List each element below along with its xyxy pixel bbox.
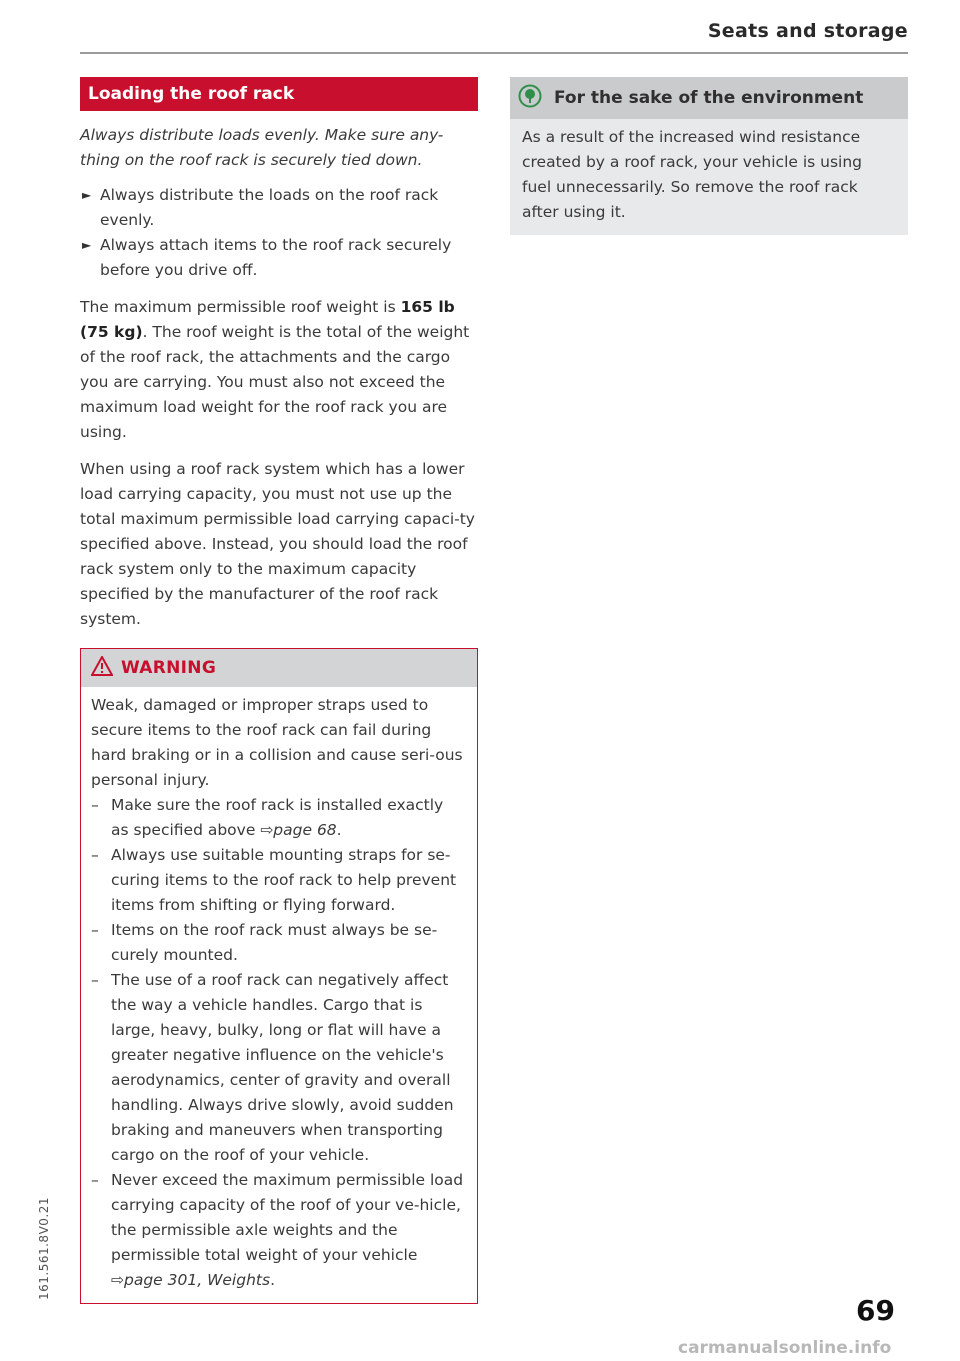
instruction-item: ► Always attach items to the roof rack securely before you drive off.	[80, 233, 478, 283]
document-code: 161.561.8V0.21	[37, 1197, 51, 1300]
warning-list	[91, 793, 465, 1293]
page-reference-link[interactable]: ⇨page 68	[260, 821, 337, 839]
page-reference-link[interactable]: ⇨page 301, Weights	[111, 1271, 271, 1289]
warning-item: – Make sure the roof rack is installed exactly as specified above ⇨page 68.	[91, 796, 444, 839]
arrow-bullet-icon: ►	[82, 238, 92, 252]
warning-box	[80, 648, 478, 1304]
running-header: Seats and storage	[707, 20, 908, 42]
environment-header	[510, 77, 908, 119]
section-title: Loading the roof rack	[80, 77, 478, 111]
watermark: carmanualsonline.info	[678, 1338, 892, 1358]
instruction-list	[80, 183, 478, 283]
max-weight-value: 165 lb (75 kg)	[80, 298, 455, 341]
left-column	[80, 77, 478, 1304]
environment-box	[510, 77, 908, 235]
warning-title: WARNING	[121, 658, 217, 678]
weight-paragraph: The maximum permissible roof weight is 165 lb (75 kg). The roof weight is the total of the weight of the roof rack, the attachments and the cargo you are carrying. You must also not exceed the maximum load weight for the roof rack you are using.	[80, 298, 470, 441]
page-number: 69	[856, 1294, 895, 1327]
intro-text: Always distribute loads evenly. Make sure any-thing on the roof rack is securely tied down.	[80, 126, 444, 169]
warning-header	[81, 649, 477, 687]
warning-triangle-icon	[91, 656, 113, 680]
warning-item: – Items on the roof rack must always be se-curely mounted.	[91, 921, 438, 964]
environment-tree-icon	[518, 84, 542, 112]
warning-item: – The use of a roof rack can negatively affect the way a vehicle handles. Cargo that is large, heavy, bulky, long or flat will have a greater negative influence on the vehicle's aerodynamics, center of gravity and overall handling. Always drive slowly, avoid sudden braking and maneuvers when transporting cargo on the roof of your vehicle.	[91, 971, 454, 1164]
warning-item: – Always use suitable mounting straps for se-curing items to the roof rack to help prevent items from shifting or flying forward.	[91, 846, 457, 914]
header-rule	[80, 52, 908, 54]
warning-item: – Never exceed the maximum permissible load carrying capacity of the roof of your ve-hicle, the permissible axle weights and the permissible total weight of your vehicle ⇨page 301, Weights.	[91, 1171, 464, 1289]
capacity-paragraph: When using a roof rack system which has a lower load carrying capacity, you must not use up the total maximum permissible load carrying capaci-ty specified above. Instead, you should load the roof rack system only to the maximum capacity specified by the manufacturer of the roof rack system.	[80, 460, 475, 628]
right-column	[510, 77, 908, 235]
instruction-item: ► Always distribute the loads on the roof rack evenly.	[80, 183, 478, 233]
environment-text: As a result of the increased wind resistance created by a roof rack, your vehicle is using fuel unnecessarily. So remove the roof rack after using it.	[510, 119, 908, 235]
environment-title: For the sake of the environment	[554, 88, 864, 108]
arrow-bullet-icon: ►	[82, 188, 92, 202]
warning-body	[81, 687, 477, 1303]
warning-intro: Weak, damaged or improper straps used to secure items to the roof rack can fail during hard braking or in a collision and cause seri-ous personal injury.	[91, 696, 463, 789]
